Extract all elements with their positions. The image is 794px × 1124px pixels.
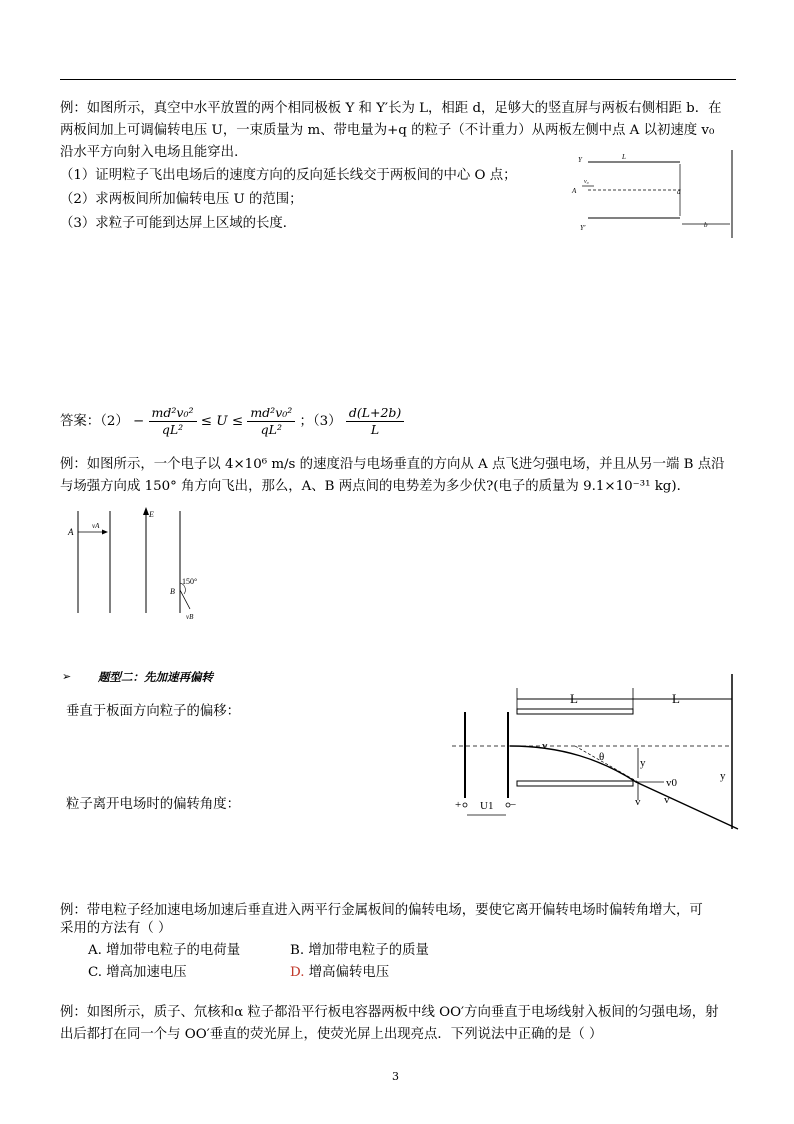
ex3-option-b: B. 增加带电粒子的质量 (290, 943, 429, 958)
sec-fig-label-theta: θ (599, 751, 605, 763)
header-rule (60, 79, 736, 80)
sec-fig-label-minus: − (510, 799, 517, 811)
section-figure (452, 672, 747, 832)
ex4-line1: 例：如图所示，质子、氘核和α 粒子都沿平行板电容器两板中线 OO′方向垂直于电场线射入板间的匀强电场，射 (60, 1005, 719, 1020)
answer-numerator-1: md²v₀² (149, 405, 197, 422)
ex3-option-d (290, 962, 389, 984)
trajectory (510, 746, 738, 829)
sec-fig-label-y1: y (640, 757, 646, 769)
fig1-label-v0: v₀ (584, 179, 589, 185)
sec-fig-label-l2: L (672, 691, 680, 706)
ex1-q1: （1）证明粒子飞出电场后的速度方向的反向延长线交于两板间的中心 O 点； (60, 168, 517, 183)
sec-fig-label-v: v (542, 740, 548, 752)
ex2-figure (64, 505, 204, 635)
ex1-figure (560, 148, 740, 240)
ex1-line1: 例：如图所示，真空中水平放置的两个相同极板 Y 和 Y′长为 L，相距 d，足够大的竖直屏与两板右侧相距 b．在 (60, 101, 722, 116)
answer-u: U (216, 414, 228, 429)
fig1-label-b: b (704, 221, 708, 229)
answer-fraction-3 (346, 405, 404, 438)
sec-fig-label-u1: U1 (480, 800, 494, 812)
sec-fig-label-vy: v (664, 794, 670, 806)
answer-row (60, 402, 404, 442)
fig2-label-b: B (170, 587, 175, 596)
answer-rel-2: ≤ (231, 414, 244, 429)
fig1-label-a: A (572, 187, 577, 195)
ex2-line1: 例：如图所示，一个电子以 4×10⁶ m/s 的速度沿与电场垂直的方向从 A 点飞进匀强电场，并且从另一端 B 点沿 (60, 457, 725, 472)
fig2-label-e: E (149, 510, 154, 519)
fig1-label-yp: Y′ (580, 224, 586, 232)
bottom-plate (517, 781, 633, 786)
fig2-label-va: vA (92, 522, 100, 530)
ex3-option-c: C. 增高加速电压 (88, 965, 187, 980)
fig1-label-y: Y (578, 156, 582, 164)
answer-denominator-1: qL² (161, 422, 184, 437)
answer-numerator-2: md²v₀² (247, 405, 295, 422)
answer-fraction-1 (149, 405, 197, 438)
ex1-q3: （3）求粒子可能到达屏上区域的长度． (60, 216, 297, 231)
answer-denominator-2: qL² (260, 422, 282, 437)
ex3-line2: 采用的方法有（ ） (60, 921, 172, 936)
sec-fig-label-vv: v (635, 796, 641, 808)
fig2-label-a: A (68, 527, 74, 537)
ex1-line2: 两板间加上可调偏转电压 U，一束质量为 m、带电量为+q 的粒子（不计重力）从两板左侧中点 A 以初速度 v₀ (60, 123, 715, 138)
va-arrowhead (102, 530, 108, 535)
sec-fig-label-y2: y (720, 770, 726, 782)
ex3-line1: 例：带电粒子经加速电场加速后垂直进入两平行金属板间的偏转电场，要使它离开偏转电场时偏转角增大，可 (60, 903, 703, 918)
ex1-q2: （2）求两板间所加偏转电压 U 的范围； (60, 192, 303, 207)
top-plate (517, 709, 633, 714)
fig1-label-l: L (622, 153, 626, 161)
answer-numerator-3: d(L+2b) (346, 405, 404, 422)
sec-fig-label-plus: + (455, 799, 462, 811)
answer-fraction-2 (247, 405, 295, 438)
ex3-option-a: A. 增加带电粒子的电荷量 (88, 943, 241, 958)
fig1-label-d: d (677, 188, 681, 196)
answer-label: 答案：（2） (60, 414, 129, 429)
ex1-line3: 沿水平方向射入电场且能穿出． (60, 145, 248, 160)
ex2-line2: 与场强方向成 150° 角方向飞出，那么，A、B 两点间的电势差为多少伏?(电子的质量为 9.1×10⁻³¹ kg)． (60, 479, 690, 494)
terminal-plus (463, 803, 467, 807)
page-number: 3 (392, 1070, 399, 1083)
fig2-label-angle: 150° (182, 577, 198, 586)
section-arrow-icon: ➢ (62, 670, 72, 683)
section-offset-label: 垂直于板面方向粒子的偏移： (66, 704, 241, 719)
section-title: 题型二：先加速再偏转 (98, 670, 213, 684)
sec-fig-label-l1: L (570, 691, 578, 706)
answer-minus: − (133, 414, 145, 429)
fig2-label-vb: vB (186, 613, 194, 621)
ex3-option-d-text: 增高偏转电压 (304, 965, 390, 980)
answer-rel-1: ≤ (200, 414, 212, 429)
sec-fig-label-v0: v0 (666, 777, 677, 789)
ex4-line2: 出后都打在同一个与 OO′垂直的荧光屏上，使荧光屏上出现亮点．下列说法中正确的是（ ） (60, 1027, 603, 1042)
ex3-option-d-letter: D. (290, 965, 305, 980)
answer-denominator-3: L (370, 422, 380, 437)
extension-line (575, 746, 638, 782)
answer-separator: ；（3） (299, 414, 342, 429)
section-angle-label: 粒子离开电场时的偏转角度： (66, 797, 241, 812)
